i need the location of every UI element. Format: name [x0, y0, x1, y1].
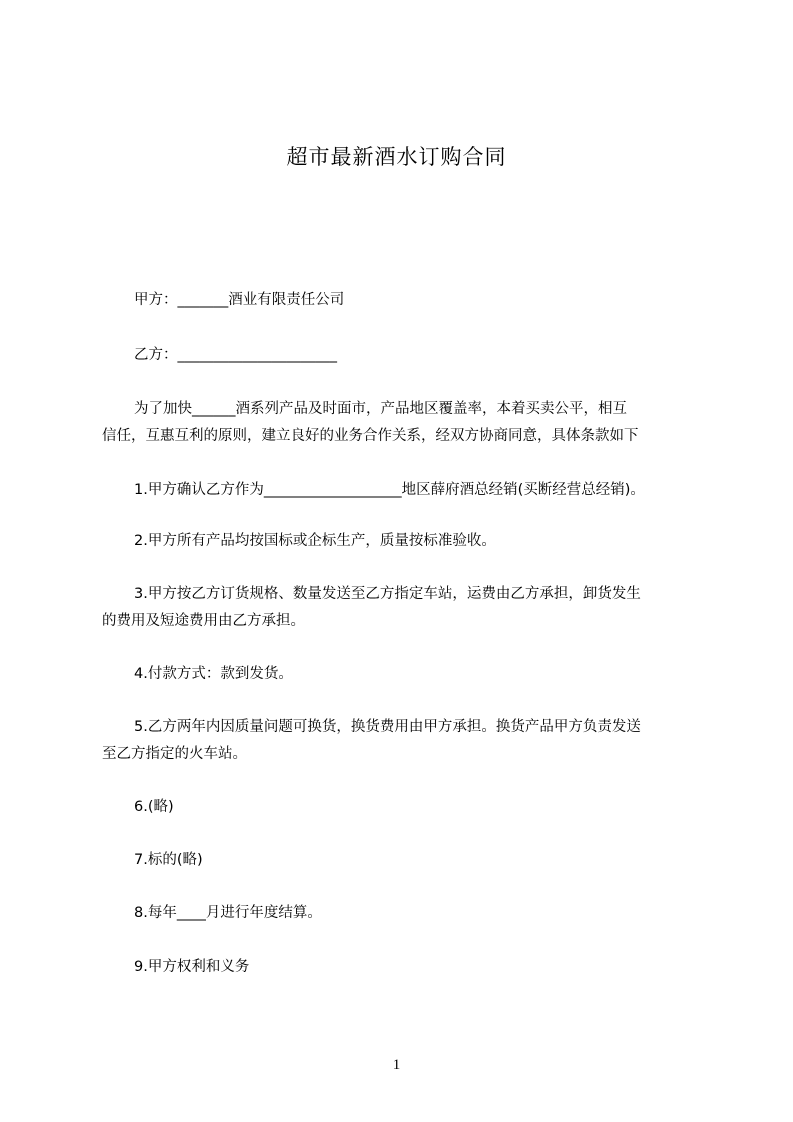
page-number: 1	[392, 1057, 401, 1073]
party-b-line: 乙方：______________________	[134, 347, 337, 363]
intro-line-2: 信任，互惠互利的原则，建立良好的业务合作关系，经双方协商同意，具体条款如下	[102, 428, 639, 444]
intro-line-1: 为了加快______酒系列产品及时面市，产品地区覆盖率，本着买卖公平，相互	[134, 401, 627, 417]
clause-4: 4.付款方式：款到发货。	[134, 666, 293, 682]
clause-6: 6.(略)	[134, 799, 174, 815]
clause-3-line-1: 3.甲方按乙方订货规格、数量发送至乙方指定车站，运费由乙方承担，卸货发生	[134, 586, 641, 602]
party-a-line: 甲方：_______酒业有限责任公司	[134, 292, 345, 308]
clause-5-line-1: 5.乙方两年内因质量问题可换货，换货费用由甲方承担。换货产品甲方负责发送	[134, 719, 641, 735]
clause-7: 7.标的(略)	[134, 852, 203, 868]
clause-8: 8.每年____月进行年度结算。	[134, 905, 322, 921]
clause-9: 9.甲方权利和义务	[134, 959, 250, 975]
clause-5-line-2: 至乙方指定的火车站。	[102, 746, 247, 762]
document-title: 超市最新酒水订购合同	[286, 145, 507, 169]
clause-1: 1.甲方确认乙方作为___________________地区薛府酒总经销(买断经营总经销)。	[134, 482, 645, 498]
clause-2: 2.甲方所有产品均按国标或企标生产，质量按标准验收。	[134, 533, 496, 549]
clause-3-line-2: 的费用及短途费用由乙方承担。	[102, 613, 305, 629]
